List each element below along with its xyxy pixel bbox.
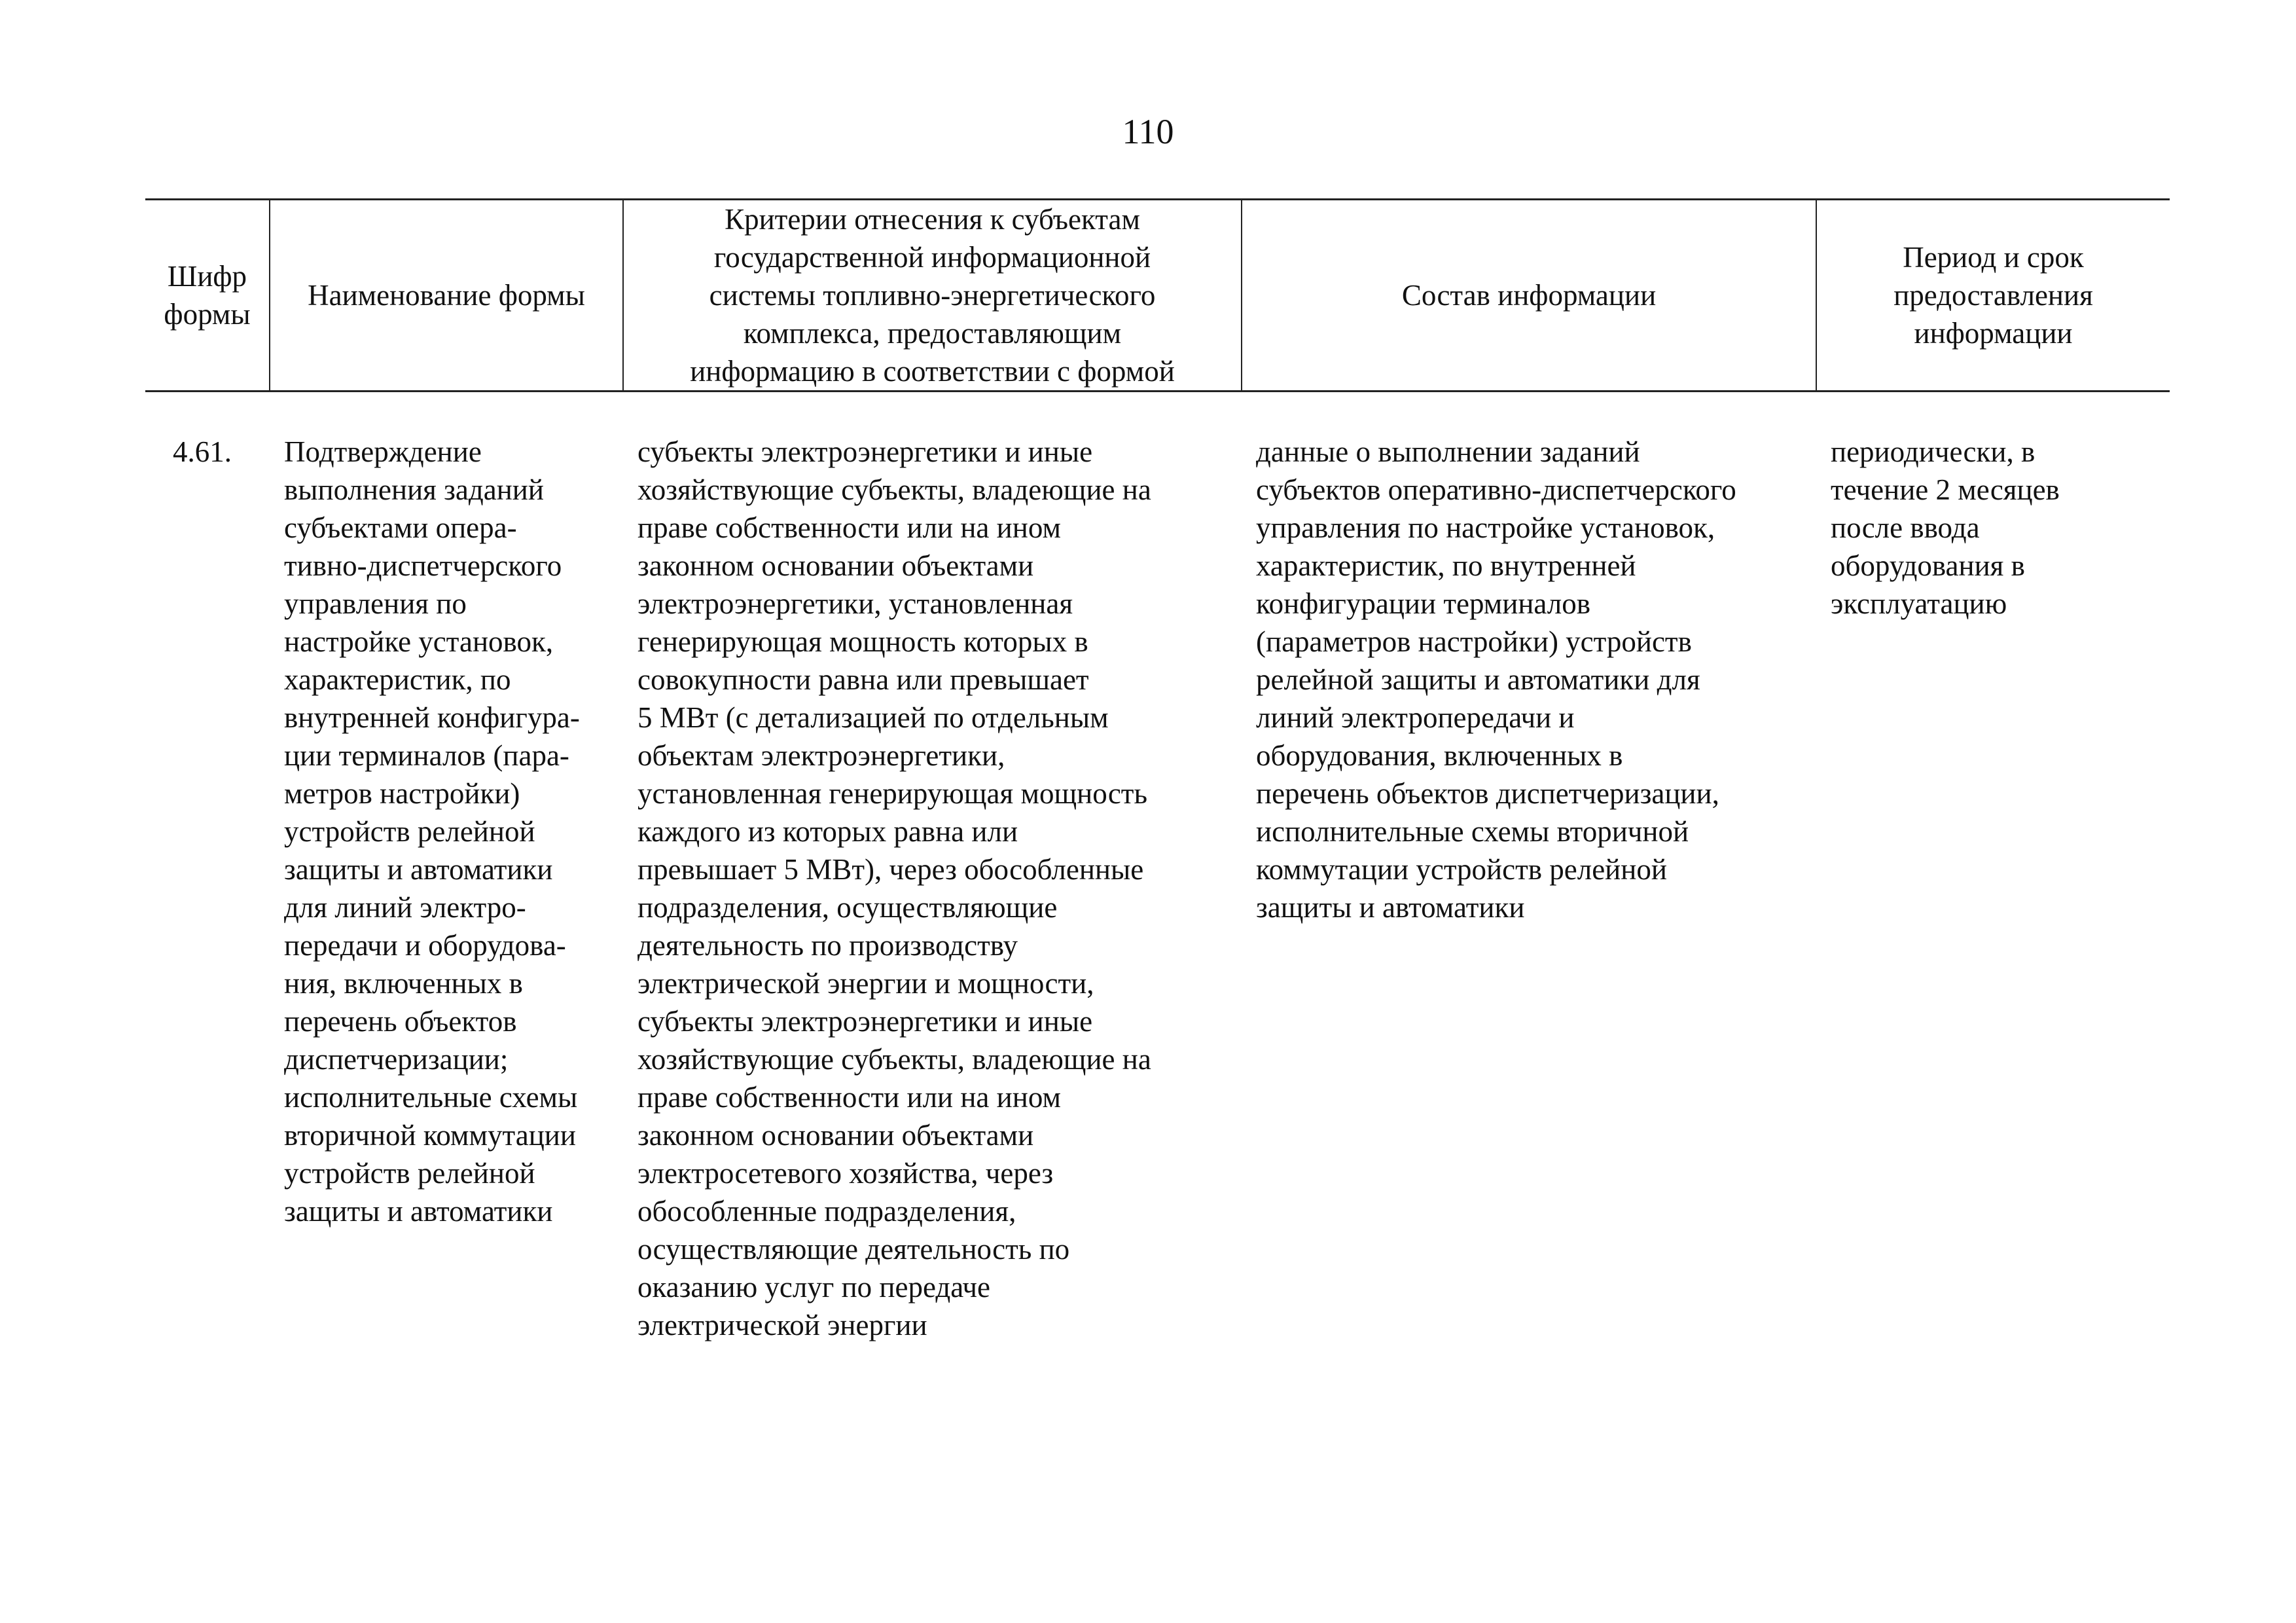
- cell-form-name: Подтверждение выполнения заданий субъектами опера- тивно-диспетчерского управления по настройке установок, характеристик, по внутренней конфигура- ции терминалов (пара- метров настройки) устройств релейной защиты и автоматики для линий электро- передачи и оборудова- ния, включенных в перечень объектов диспетчеризации; исполнительные схемы вторичной коммутации устройств релейной защиты и автоматики: [284, 435, 580, 1228]
- cell-composition: данные о выполнении заданий субъектов оперативно-диспетчерского управления по настройке установок, характеристик, по внутренней конфигурации терминалов (параметров настройки) устройств релейной защиты и автоматики для линий электропередачи и оборудования, включенных в перечень объектов диспетчеризации, исполнительные схемы вторичной коммутации устройств релейной защиты и автоматики: [1256, 435, 1736, 924]
- forms-table: [145, 198, 2170, 1344]
- cell-criteria: субъекты электроэнергетики и иные хозяйствующие субъекты, владеющие на праве собственности или на ином законном основании объектами электроэнергетики, установленная генерирующая мощность которых в совокупности равна или превышает 5 МВт (с детализацией по отдельным объектам электроэнергетики, установленная генерирующая мощность каждого из которых равна или превышает 5 МВт), через обособленные подразделения, осуществляющие деятельность по производству электрической энергии и мощности, субъекты электроэнергетики и иные хозяйствующие субъекты, владеющие на праве собственности или на ином законном основании объектами электросетевого хозяйства, через обособленные подразделения, осуществляющие деятельность по оказанию услуг по передаче электрической энергии: [637, 435, 1151, 1341]
- cell-form-code: 4.61.: [173, 435, 232, 468]
- header-form-name: Наименование формы: [270, 200, 623, 392]
- header-form-code: Шифр формы: [145, 200, 270, 392]
- cell-period: периодически, в течение 2 месяцев после ввода оборудования в эксплуатацию: [1831, 435, 2060, 620]
- header-criteria: Критерии отнесения к субъектам государственной информационной системы топливно-энергетического комплекса, предоставляющим информацию в соответствии с формой: [623, 200, 1242, 392]
- header-period: Период и срок предоставления информации: [1816, 200, 2170, 392]
- table-header-row: [145, 200, 2170, 392]
- table-row: [145, 392, 2170, 1345]
- header-composition: Состав информации: [1242, 200, 1816, 392]
- page-number: 110: [1122, 112, 1174, 151]
